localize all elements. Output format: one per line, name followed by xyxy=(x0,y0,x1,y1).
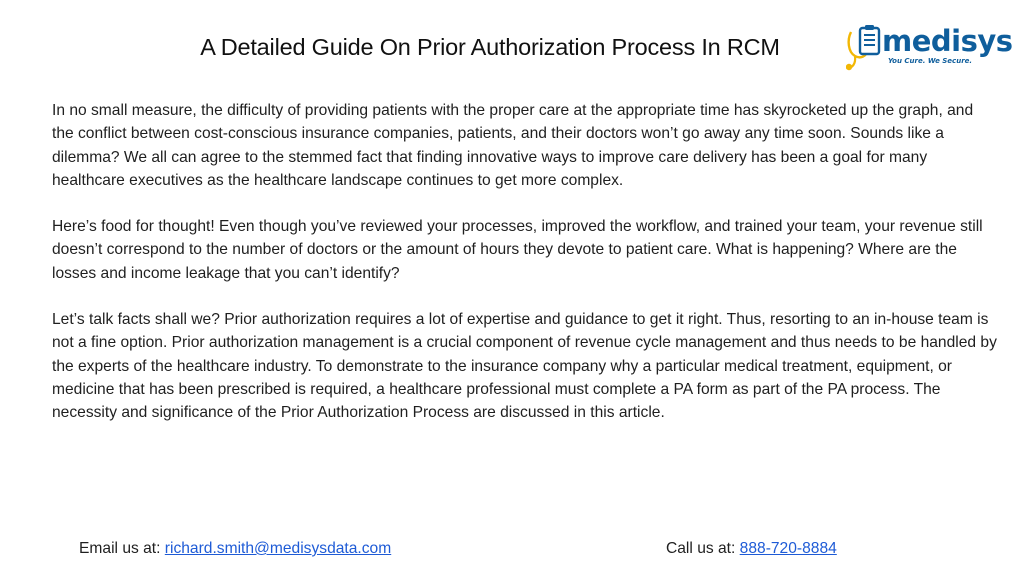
logo-tagline: You Cure. We Secure. xyxy=(888,57,973,65)
paragraph-facts: Let’s talk facts shall we? Prior authorization requires a lot of expertise and guidance to get it right. Thus, resorting to an in-house team is not a fine option. Prior authorization management is a crucial component of revenue cycle management and thus needs to be handled by the experts of the healthcare industry. To demonstrate to the insurance company why a particular medical treatment, equipment, or medicine that has been prescribed is required, a healthcare professional must complete a PA form as part of the PA process. The necessity and significance of the Prior Authorization Process are discussed in this article. xyxy=(52,311,997,422)
page-title: A Detailed Guide On Prior Authorization Process In RCM xyxy=(200,34,780,60)
paragraph-food-for-thought: Here’s food for thought! Even though you’ve reviewed your processes, improved the workflow, and trained your team, your revenue still doesn’t correspond to the number of doctors or the amount of hours they devote to patient care. What is happening? Where are the losses and income leakage that you can’t identify? xyxy=(52,218,983,282)
footer-email xyxy=(79,540,391,558)
paragraph-intro: In no small measure, the difficulty of providing patients with the proper care at the appropriate time has skyrocketed up the graph, and the conflict between cost-conscious insurance companies, patients, and their doctors won’t go away any time soon. Sounds like a dilemma? We all can agree to the stemmed fact that finding innovative ways to improve care delivery has been a goal for many healthcare executives as the healthcare landscape continues to get more complex. xyxy=(52,102,974,189)
email-label: Email us at: xyxy=(79,540,165,557)
logo-wordmark: medisys xyxy=(882,24,1013,58)
phone-label: Call us at: xyxy=(666,540,740,557)
article-body xyxy=(52,99,997,448)
email-link[interactable]: richard.smith@medisysdata.com xyxy=(164,540,392,557)
phone-link[interactable]: 888-720-8884 xyxy=(739,540,837,557)
stethoscope-clipboard-icon xyxy=(846,22,886,74)
footer-phone xyxy=(666,540,837,558)
company-logo xyxy=(846,22,1016,74)
